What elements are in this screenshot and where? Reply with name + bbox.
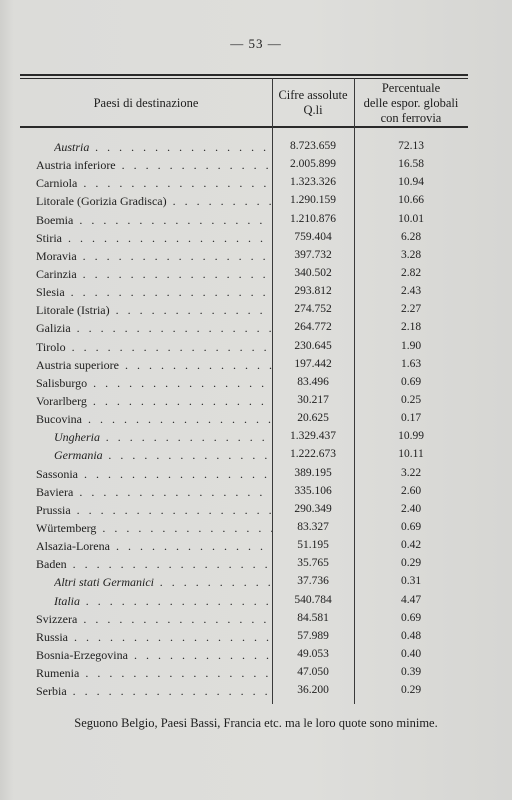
table-row	[20, 356, 468, 374]
percentage-value: 1.63	[400, 357, 422, 370]
absolute-value: 51.195	[297, 539, 329, 552]
table-body	[20, 138, 468, 700]
country-name: Slesia . .	[36, 285, 272, 301]
percentage-value: 16.58	[398, 158, 424, 171]
percentage-value: 3.28	[400, 248, 422, 261]
footnote: Seguono Belgio, Paesi Bassi, Francia etc. ma le loro quote sono minime.	[74, 716, 438, 730]
header-percentage	[354, 80, 468, 126]
percentage-value: 10.01	[398, 212, 424, 225]
table-row	[20, 610, 468, 628]
absolute-value: 1.210.876	[290, 212, 336, 225]
table-row	[20, 392, 468, 410]
country-name: Würtemberg . .	[36, 521, 272, 537]
table-row	[20, 174, 468, 192]
absolute-value: 264.772	[294, 321, 332, 334]
absolute-value: 49.053	[297, 647, 329, 660]
country-name: Sassonia . .	[36, 467, 272, 483]
percentage-value: 2.27	[400, 303, 422, 316]
country-name: Litorale (Gorizia Gradisca) . .	[36, 194, 272, 210]
absolute-value: 35.765	[297, 557, 329, 570]
country-name: Baden . .	[36, 557, 272, 573]
country-name: Galizia . .	[36, 321, 272, 337]
country-name: Germania . .	[54, 448, 272, 464]
table-row	[20, 664, 468, 682]
percentage-value: 1.90	[400, 339, 422, 352]
percentage-value: 3.22	[400, 466, 422, 479]
table-row	[20, 138, 468, 156]
absolute-value: 230.645	[294, 339, 332, 352]
percentage-value: 2.18	[400, 321, 422, 334]
country-name: Carniola . .	[36, 176, 272, 192]
absolute-value: 57.989	[297, 629, 329, 642]
table-row	[20, 374, 468, 392]
percentage-value: 2.60	[400, 484, 422, 497]
absolute-value: 290.349	[294, 502, 332, 515]
header-destination: Paesi di destinazione	[93, 95, 199, 110]
country-name: Serbia . .	[36, 684, 272, 700]
percentage-value: 0.69	[400, 520, 422, 533]
percentage-value: 10.99	[398, 430, 424, 443]
absolute-value: 1.323.326	[290, 176, 336, 189]
absolute-value: 84.581	[297, 611, 329, 624]
country-name: Prussia . .	[36, 503, 272, 519]
table-row	[20, 338, 468, 356]
absolute-value: 36.200	[297, 684, 329, 697]
table-row	[20, 283, 468, 301]
absolute-value: 47.050	[297, 666, 329, 679]
table-row	[20, 428, 468, 446]
table-row	[20, 319, 468, 337]
table-top-rule-thin	[20, 78, 468, 79]
table-row	[20, 555, 468, 573]
country-name: Salisburgo . .	[36, 376, 272, 392]
absolute-value: 397.732	[294, 248, 332, 261]
percentage-value: 10.66	[398, 194, 424, 207]
country-name: Litorale (Istria) . .	[36, 303, 272, 319]
table-row	[20, 446, 468, 464]
absolute-value: 389.195	[294, 466, 332, 479]
percentage-value: 0.25	[400, 393, 422, 406]
table-row	[20, 501, 468, 519]
table-row	[20, 465, 468, 483]
table-row	[20, 156, 468, 174]
country-name: Rumenia . .	[36, 666, 272, 682]
table-row	[20, 410, 468, 428]
table-row	[20, 483, 468, 501]
absolute-value: 759.404	[294, 230, 332, 243]
country-name: Bosnia-Erzegovina . .	[36, 648, 272, 664]
absolute-value: 1.329.437	[290, 430, 336, 443]
country-name: Stiria . .	[36, 231, 272, 247]
table-row	[20, 265, 468, 283]
percentage-value: 10.94	[398, 176, 424, 189]
country-name: Carinzia . .	[36, 267, 272, 283]
country-name: Svizzera . .	[36, 612, 272, 628]
percentage-value: 0.17	[400, 412, 422, 425]
percentage-value: 2.43	[400, 285, 422, 298]
country-name: Tirolo . .	[36, 340, 272, 356]
table-row	[20, 537, 468, 555]
absolute-value: 37.736	[297, 575, 329, 588]
header-absolute-text: Cifre assolute Q.li	[278, 88, 348, 117]
percentage-value: 0.31	[400, 575, 422, 588]
table-row	[20, 192, 468, 210]
table-row	[20, 682, 468, 700]
table-row	[20, 301, 468, 319]
percentage-value: 2.82	[400, 266, 422, 279]
absolute-value: 340.502	[294, 266, 332, 279]
percentage-value: 0.39	[400, 666, 422, 679]
table-row	[20, 519, 468, 537]
table-header-rule	[20, 126, 468, 128]
percentage-value: 0.42	[400, 539, 422, 552]
percentage-value: 4.47	[400, 593, 422, 606]
absolute-value: 2.005.899	[290, 158, 336, 171]
percentage-value: 0.48	[400, 629, 422, 642]
percentage-value: 72.13	[398, 140, 424, 152]
absolute-value: 83.496	[297, 375, 329, 388]
absolute-value: 293.812	[294, 285, 332, 298]
table-row	[20, 229, 468, 247]
country-name: Italia . .	[54, 594, 272, 610]
percentage-value: 0.69	[400, 375, 422, 388]
absolute-value: 30.217	[297, 393, 329, 406]
percentage-value: 2.40	[400, 502, 422, 515]
country-name: Altri stati Germanici . .	[54, 575, 272, 591]
table-top-rule	[20, 74, 468, 76]
absolute-value: 20.625	[297, 412, 329, 425]
header-absolute	[272, 80, 354, 126]
absolute-value: 274.752	[294, 303, 332, 316]
table-row	[20, 592, 468, 610]
country-name: Vorarlberg . .	[36, 394, 272, 410]
percentage-value: 0.29	[400, 557, 422, 570]
country-name: Austria superiore . .	[36, 358, 272, 374]
absolute-value: 1.290.159	[290, 194, 336, 207]
absolute-value: 83.327	[297, 520, 329, 533]
absolute-value: 8.723.659	[290, 140, 336, 152]
absolute-value: 197.442	[294, 357, 332, 370]
country-name: Austria inferiore . .	[36, 158, 272, 174]
table-row	[20, 628, 468, 646]
country-name: Austria . .	[54, 140, 272, 156]
percentage-value: 6.28	[400, 230, 422, 243]
page-number: — 53 —	[230, 36, 282, 51]
table-row	[20, 573, 468, 591]
table-row	[20, 247, 468, 265]
absolute-value: 335.106	[294, 484, 332, 497]
absolute-value: 1.222.673	[290, 448, 336, 461]
country-name: Ungheria . .	[54, 430, 272, 446]
absolute-value: 540.784	[294, 593, 332, 606]
table-row	[20, 646, 468, 664]
country-name: Moravia . .	[36, 249, 272, 265]
country-name: Bucovina . .	[36, 412, 272, 428]
percentage-value: 0.29	[400, 684, 422, 697]
table-row	[20, 211, 468, 229]
country-name: Alsazia-Lorena . .	[36, 539, 272, 555]
percentage-value: 0.69	[400, 611, 422, 624]
header-percentage-text: Percentuale delle espor. globali con ferrovia	[363, 80, 459, 125]
percentage-value: 0.40	[400, 647, 422, 660]
country-name: Baviera . .	[36, 485, 272, 501]
country-name: Russia . .	[36, 630, 272, 646]
percentage-value: 10.11	[398, 448, 424, 461]
country-name: Boemia . .	[36, 213, 272, 229]
